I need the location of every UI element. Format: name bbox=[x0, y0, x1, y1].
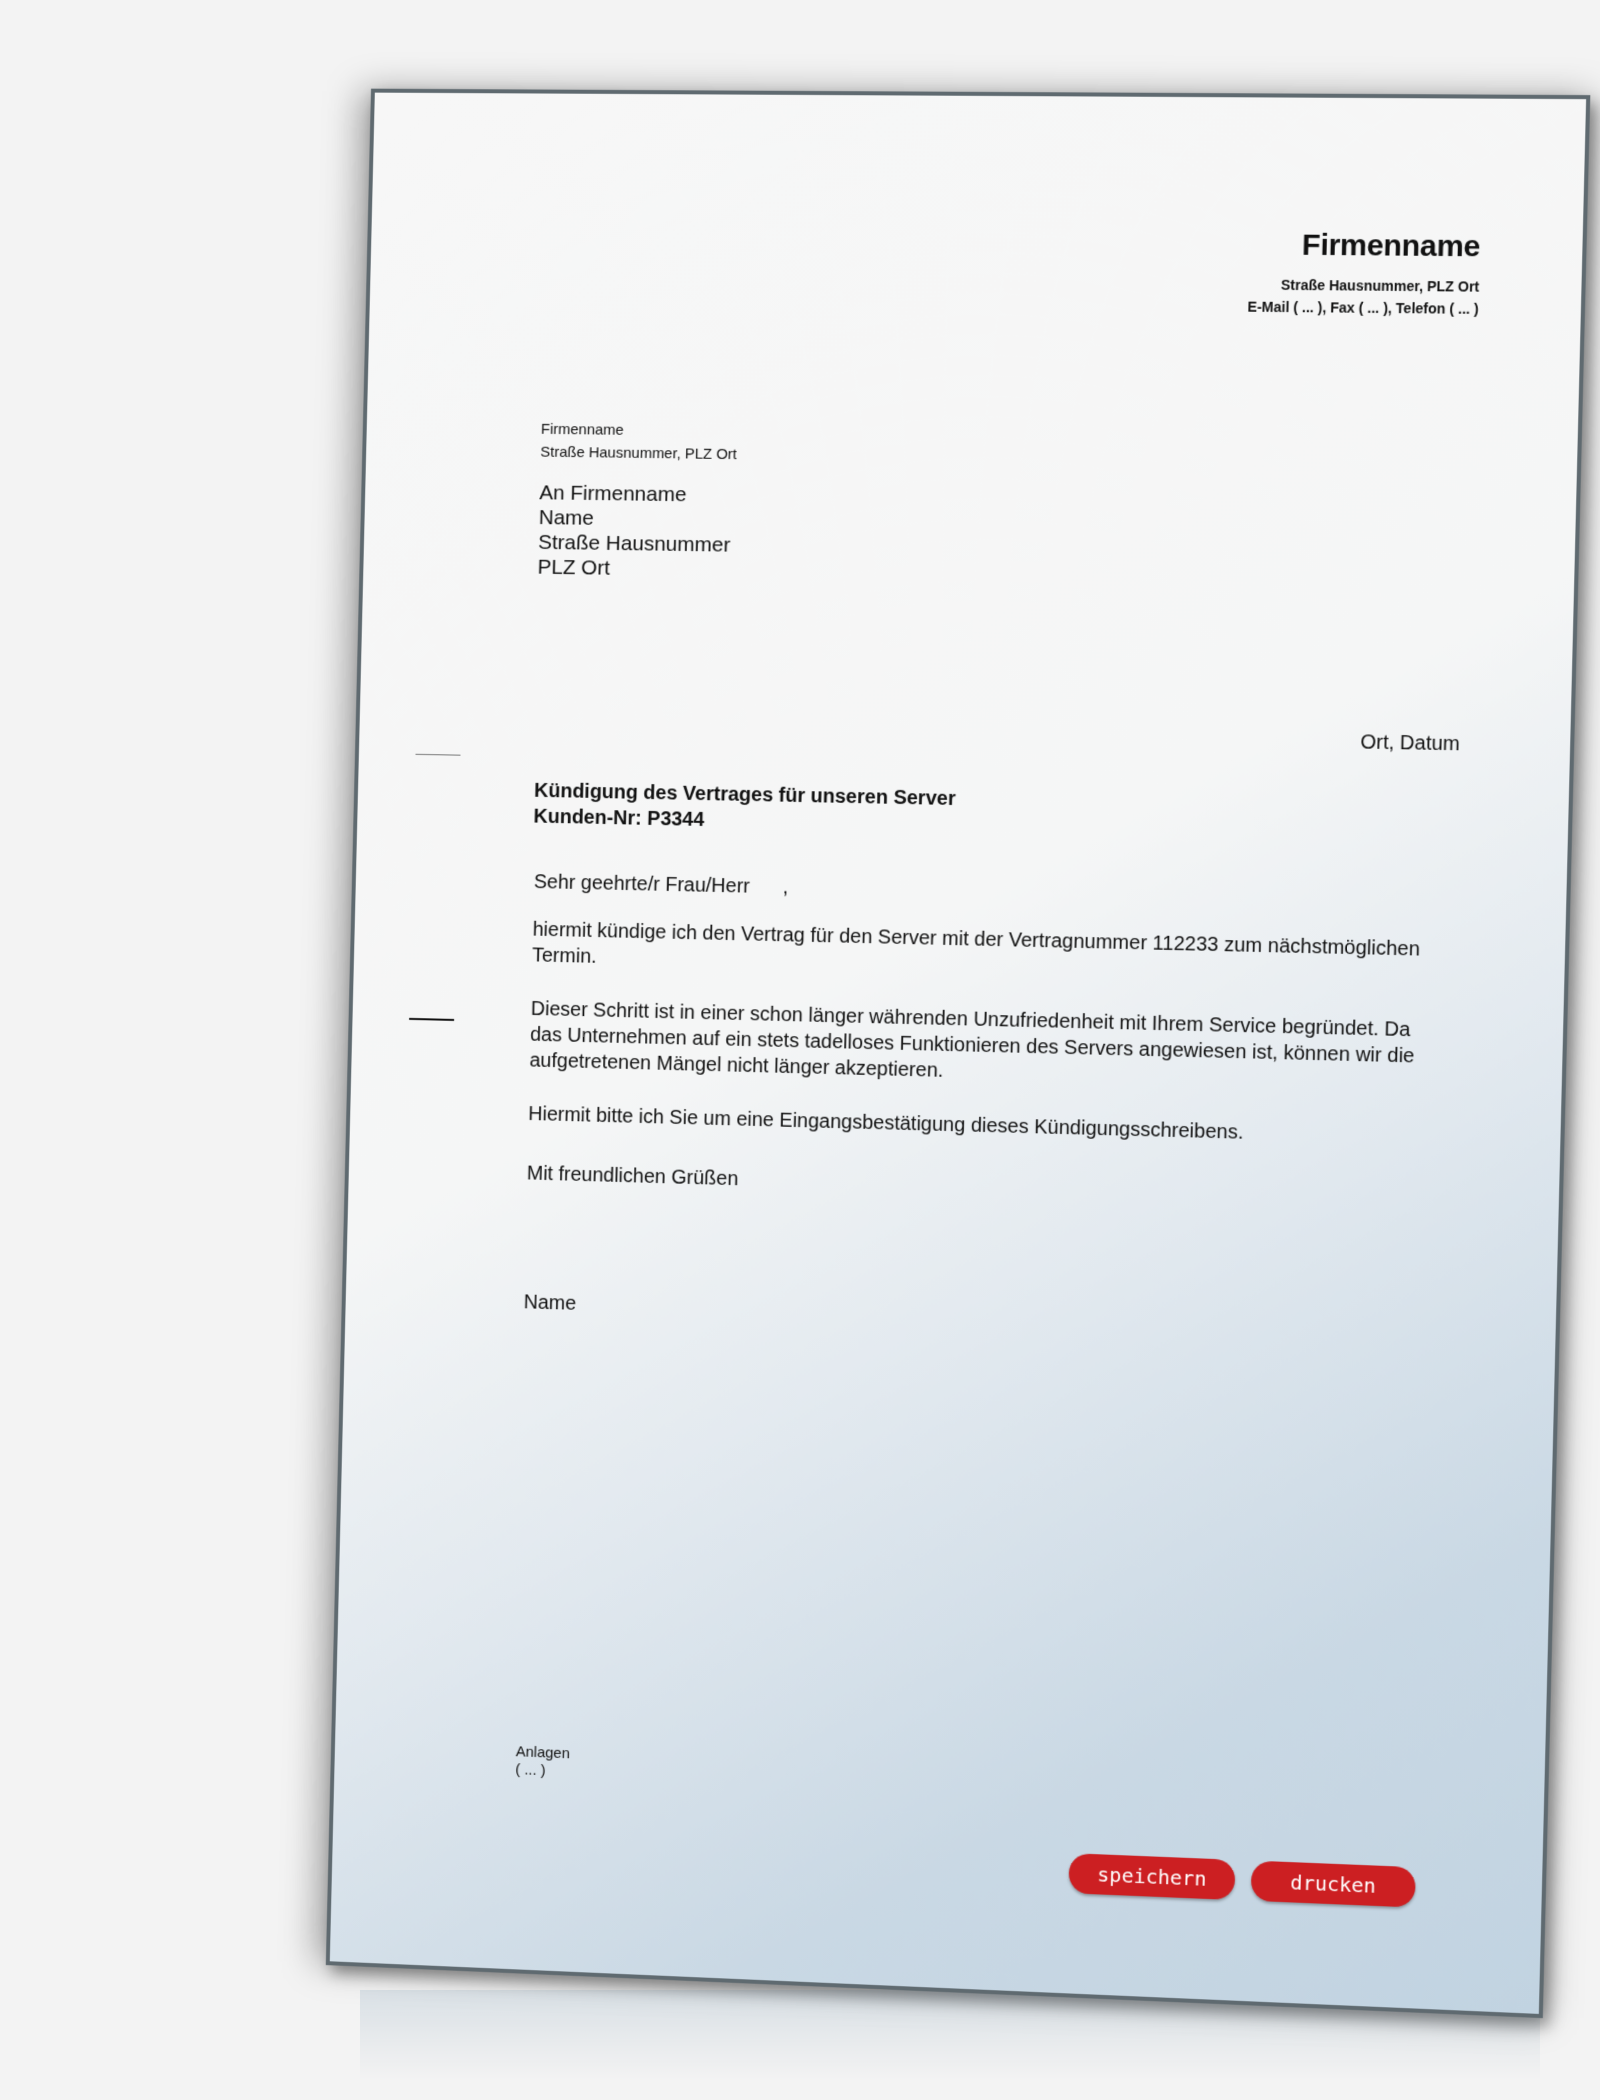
sender-company: Firmenname bbox=[540, 420, 624, 439]
recipient-city: PLZ Ort bbox=[537, 555, 611, 580]
paragraph-request: Hiermit bitte ich Sie um eine Eingangsbestätigung dieses Kündigungsschreibens. bbox=[528, 1103, 1244, 1144]
subject-customer-number: Kunden-Nr: P3344 bbox=[533, 805, 705, 831]
recipient-street: Straße Hausnummer bbox=[537, 530, 731, 557]
fold-mark-middle bbox=[409, 1018, 454, 1021]
paragraph-reason: Dieser Schritt ist in einer schon länger währenden Unzufriedenheit mit Ihrem Service begründet. Da das Unternehmen auf ein stets tadelloses Funktionieren des Servers angewiesen ist, können wir die aufgetretenen Mängel nicht länger akzeptieren. bbox=[529, 998, 1415, 1082]
print-button[interactable]: drucken bbox=[1251, 1861, 1416, 1908]
place-date: Ort, Datum bbox=[1360, 731, 1461, 756]
fold-mark-top bbox=[415, 754, 460, 756]
closing: Mit freundlichen Grüßen bbox=[526, 1162, 739, 1191]
paragraph-termination: hiermit kündige ich den Vertrag für den Server mit der Vertragnummer 112233 zum nächstmöglichen Termin. bbox=[531, 918, 1421, 968]
signature-name: Name bbox=[523, 1291, 577, 1315]
recipient-name: Name bbox=[538, 506, 595, 530]
letterhead-address: Straße Hausnummer, PLZ Ort bbox=[1280, 276, 1480, 295]
attachments-value: ( ... ) bbox=[515, 1761, 546, 1780]
save-button[interactable]: speichern bbox=[1068, 1853, 1235, 1900]
sender-address: Straße Hausnummer, PLZ Ort bbox=[540, 443, 738, 464]
recipient-company: An Firmenname bbox=[539, 481, 687, 507]
letterhead-company-name: Firmenname bbox=[1301, 228, 1481, 264]
salutation: Sehr geehrte/r Frau/Herr , bbox=[533, 871, 789, 899]
subject-title: Kündigung des Vertrages für unseren Server bbox=[533, 779, 956, 811]
letter-page bbox=[326, 89, 1591, 2019]
attachments-label: Anlagen bbox=[515, 1743, 571, 1763]
letterhead-contact: E-Mail ( ... ), Fax ( ... ), Telefon ( ... ) bbox=[1247, 298, 1479, 317]
